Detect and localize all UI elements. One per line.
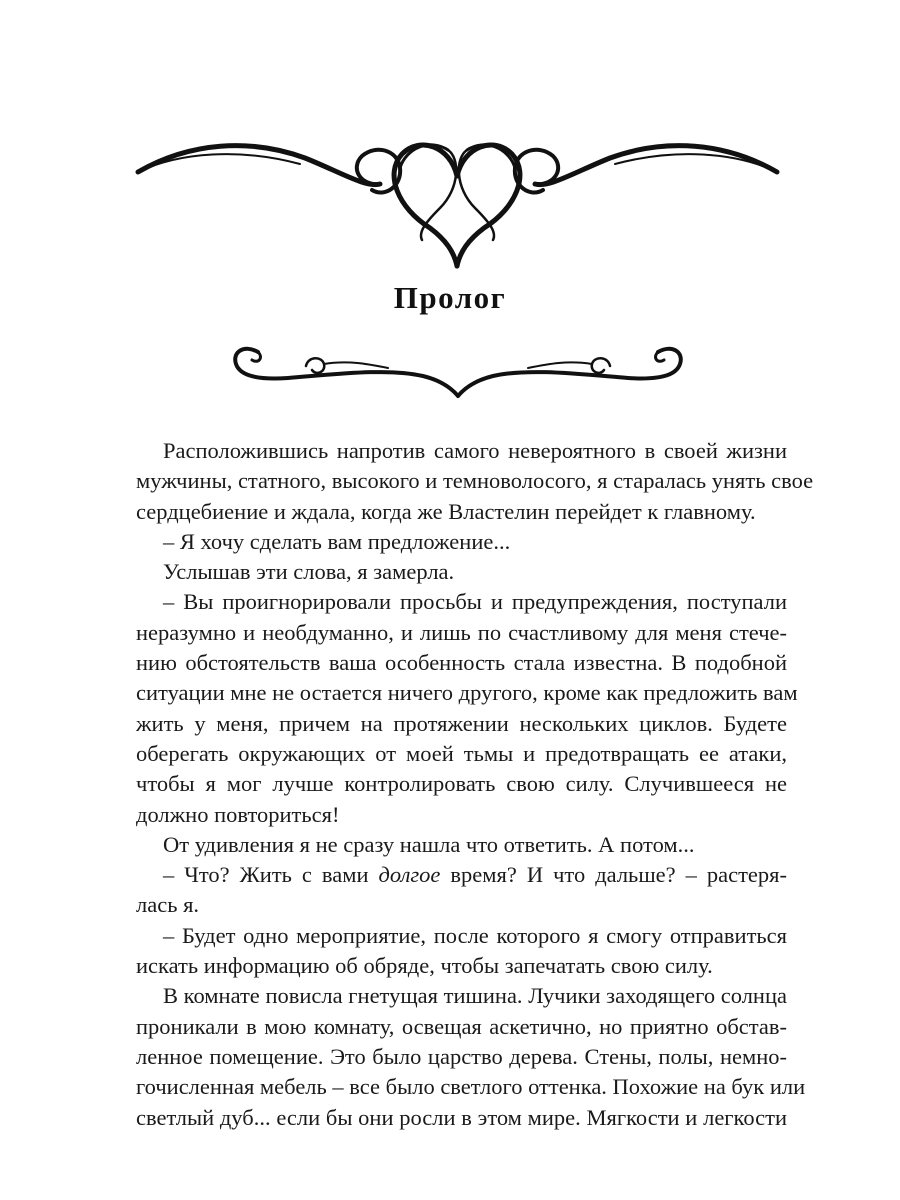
italic-word: долгое	[378, 862, 441, 888]
text-segment: время? И что дальше? – растеря-	[440, 862, 787, 888]
text-line: – Вы проигнорировали просьбы и предупреждения, поступали	[163, 589, 787, 615]
chapter-title: Пролог	[393, 280, 507, 315]
text-line: нию обстоятельств ваша особенность стала известна. В подобной	[136, 650, 787, 676]
text-line: гочисленная мебель – все было светлого оттенка. Похожие на бук или	[136, 1074, 806, 1100]
text-line	[136, 860, 787, 890]
text-line: – Будет одно мероприятие, после которого я смогу отправиться	[163, 922, 787, 948]
text-line: мужчины, статного, высокого и темноволосого, я старалась унять свое	[136, 468, 814, 494]
text-line: должно повториться!	[136, 801, 340, 827]
bottom-swirl-ornament	[228, 338, 688, 400]
text-line: В комнате повисла гнетущая тишина. Лучики заходящего солнца	[163, 983, 787, 1009]
top-heart-ornament	[130, 128, 785, 273]
text-line: оберегать окружающих от моей тьмы и предотвращать ее атаки,	[136, 740, 787, 766]
body-text	[136, 436, 814, 1133]
text-line: светлый дуб... если бы они росли в этом мире. Мягкости и легкости	[136, 1104, 787, 1130]
text-line: проникали в мою комнату, освещая аскетично, но приятно обстав-	[136, 1013, 787, 1039]
text-line: сердцебиение и ждала, когда же Властелин перейдет к главному.	[136, 498, 756, 524]
text-line: Услышав эти слова, я замерла.	[163, 559, 455, 585]
text-line: лась я.	[136, 892, 200, 918]
text-line: ситуации мне не остается ничего другого, кроме как предложить вам	[136, 680, 798, 706]
text-line: – Я хочу сделать вам предложение...	[163, 528, 511, 554]
text-line: жить у меня, причем на протяжении нескольких циклов. Будете	[136, 710, 787, 736]
text-segment: – Что? Жить с вами	[163, 862, 379, 888]
text-line: чтобы я мог лучше контролировать свою силу. Случившееся не	[136, 771, 787, 797]
text-line: Расположившись напротив самого невероятного в своей жизни	[163, 438, 787, 463]
text-line: неразумно и необдуманно, и лишь по счастливому для меня стече-	[136, 619, 787, 645]
text-line: ленное помещение. Это было царство дерева. Стены, полы, немно-	[136, 1043, 787, 1069]
text-line: искать информацию об обряде, чтобы запечатать свою силу.	[136, 953, 713, 979]
text-line: От удивления я не сразу нашла что ответить. А потом...	[163, 831, 695, 857]
